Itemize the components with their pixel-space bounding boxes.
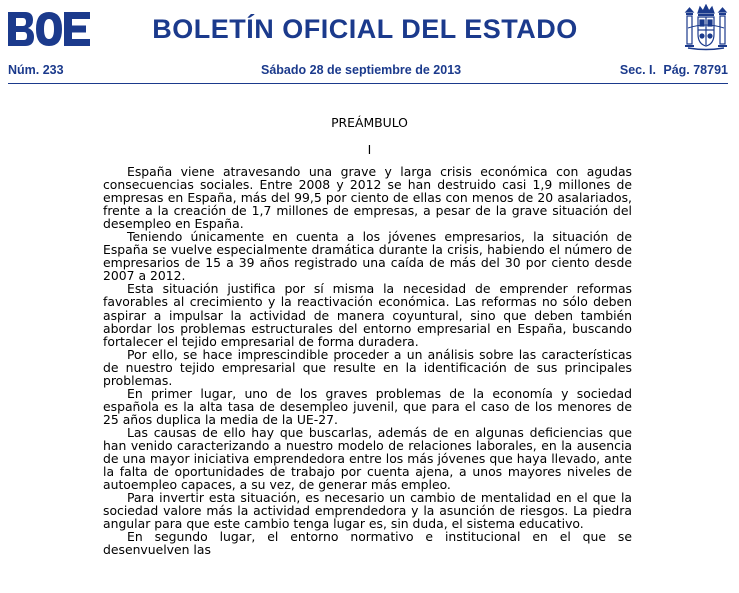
paragraph: Esta situación justifica por sí misma la necesidad de emprender reformas favorables al crecimiento y la reactivación económica. Las reformas no sólo deben aspirar a impulsar la actividad de manera coyuntural, sino que deben también abordar los problemas estructurales del entorno empresarial en España, buscando fortalecer el tejido empresarial de forma duradera.: [103, 281, 632, 349]
paragraph: Por ello, se hace imprescindible proceder a un análisis sobre las características de nuestro tejido empresarial que resulte en la identificación de sus principales problemas.: [103, 346, 632, 388]
publication-title: BOLETÍN OFICIAL DEL ESTADO: [152, 14, 578, 44]
paragraph: España viene atravesando una grave y larga crisis económica con agudas consecuencias sociales. Entre 2008 y 2012 se han destruido casi 1,9 millones de empresas en España, más del 99,5 por ciento de ellas con menos de 20 asalariados, frente a la creación de 1,7 millones de empresas, a pesar de la grave situación del desempleo en España.: [103, 164, 632, 232]
header-divider: [8, 83, 728, 84]
issue-info-bar: [8, 63, 728, 79]
boe-logo: [8, 12, 90, 46]
masthead: [0, 0, 739, 62]
document-heading: PREÁMBULO: [331, 115, 408, 130]
paragraph: Teniendo únicamente en cuenta a los jóvenes empresarios, la situación de España se vuelve especialmente dramática durante la crisis, habiendo el número de empresarios de 15 a 39 años registrado una caída de más del 30 por ciento desde 2007 a 2012.: [103, 229, 632, 284]
page-number: Pág. 78791: [663, 63, 728, 77]
paragraph: Las causas de ello hay que buscarlas, además de en algunas deficiencias que han venido caracterizando a nuestro modelo de relaciones laborales, en la ausencia de una mayor iniciativa emprendedora entre los más jóvenes que haya llevado, ante la falta de oportunidades de trabajo por cuenta ajena, a unos mayores niveles de autoempleo capaces, a su vez, de generar más empleo.: [103, 424, 632, 493]
paragraph: En segundo lugar, el entorno normativo e institucional en el que se desenvuelven las: [103, 529, 632, 558]
issue-section: Sec. I.: [619, 63, 656, 77]
document-body: [103, 165, 632, 556]
boe-logo-letter-o: [36, 12, 62, 46]
spanish-coat-of-arms-icon: [684, 4, 728, 52]
issue-number: Núm. 233: [8, 63, 64, 77]
paragraph: En primer lugar, uno de los graves problemas de la economía y sociedad española es la alta tasa de desempleo juvenil, que para el caso de los menores de 25 años duplica la media de la UE-27.: [103, 385, 632, 427]
paragraph: Para invertir esta situación, es necesario un cambio de mentalidad en el que la sociedad valore más la actividad emprendedora y la asunción de riesgos. La piedra angular para que este cambio tenga lugar es, sin duda, el sistema educativo.: [103, 490, 632, 532]
issue-date: Sábado 28 de septiembre de 2013: [261, 63, 462, 77]
section-numeral: I: [367, 142, 372, 157]
boe-logo-letter-e: [64, 12, 90, 46]
boe-logo-letter-b: [8, 12, 34, 46]
